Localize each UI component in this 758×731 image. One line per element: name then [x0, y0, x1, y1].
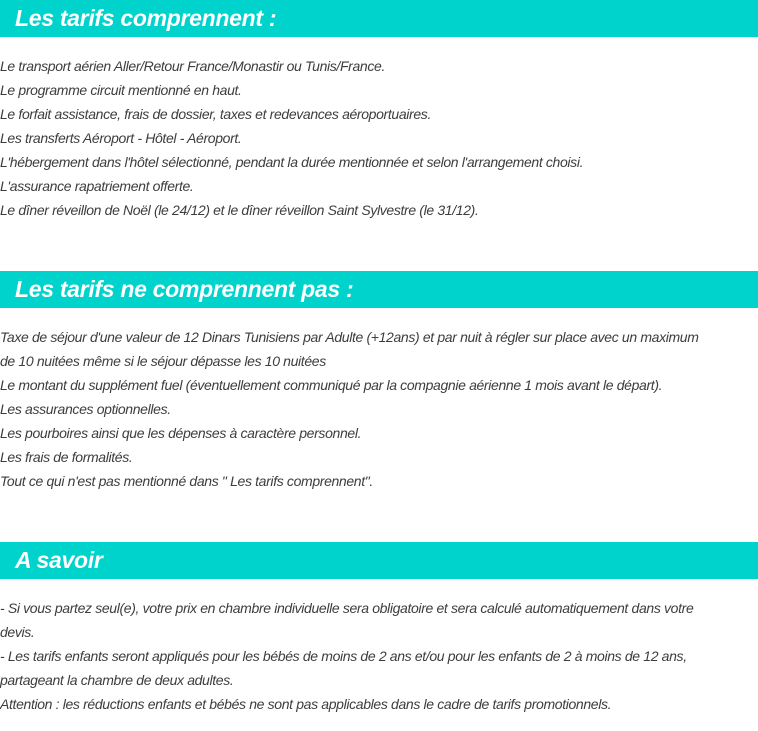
list-item: L'assurance rapatriement offerte. — [0, 178, 194, 194]
section-title: Les tarifs ne comprennent pas : — [15, 276, 354, 302]
section-good-to-know — [0, 542, 758, 716]
list-item: Les pourboires ainsi que les dépenses à caractère personnel. — [0, 425, 362, 441]
list-item: Le programme circuit mentionné en haut. — [0, 82, 242, 98]
list-item: - Les tarifs enfants seront appliqués pour les bébés de moins de 2 ans et/ou pour les enfants de 2 à moins de 12 ans, — [0, 648, 687, 664]
list-item: Attention : les réductions enfants et bébés ne sont pas applicables dans le cadre de tarifs promotionnels. — [0, 696, 612, 712]
list-item: partageant la chambre de deux adultes. — [0, 672, 234, 688]
list-item: de 10 nuitées même si le séjour dépasse les 10 nuitées — [0, 353, 326, 369]
list-item: Le transport aérien Aller/Retour France/Monastir ou Tunis/France. — [0, 58, 385, 74]
list-item: L'hébergement dans l'hôtel sélectionné, pendant la durée mentionnée et selon l'arrangement choisi. — [0, 154, 584, 170]
section-included — [0, 0, 758, 222]
list-item: - Si vous partez seul(e), votre prix en chambre individuelle sera obligatoire et sera calculé automatiquement dans votre — [0, 600, 694, 616]
section-header-included — [0, 0, 758, 37]
list-item: Le dîner réveillon de Noël (le 24/12) et le dîner réveillon Saint Sylvestre (le 31/12). — [0, 202, 479, 218]
section-header-not-included — [0, 271, 758, 308]
section-body-good-to-know — [0, 579, 758, 716]
list-item: Le forfait assistance, frais de dossier, taxes et redevances aéroportuaires. — [0, 106, 431, 122]
section-header-good-to-know — [0, 542, 758, 579]
list-item: Les frais de formalités. — [0, 449, 133, 465]
list-item: Les assurances optionnelles. — [0, 401, 171, 417]
list-item: devis. — [0, 624, 35, 640]
section-not-included — [0, 271, 758, 493]
list-item: Taxe de séjour d'une valeur de 12 Dinars Tunisiens par Adulte (+12ans) et par nuit à régler sur place avec un maximum — [0, 329, 699, 345]
list-item: Tout ce qui n'est pas mentionné dans " Les tarifs comprennent". — [0, 473, 373, 489]
section-body-not-included — [0, 308, 758, 493]
list-item: Le montant du supplément fuel (éventuellement communiqué par la compagnie aérienne 1 mois avant le départ). — [0, 377, 663, 393]
section-title: A savoir — [15, 547, 103, 573]
section-title: Les tarifs comprennent : — [15, 5, 277, 31]
list-item: Les transferts Aéroport - Hôtel - Aéroport. — [0, 130, 242, 146]
section-body-included — [0, 37, 758, 222]
